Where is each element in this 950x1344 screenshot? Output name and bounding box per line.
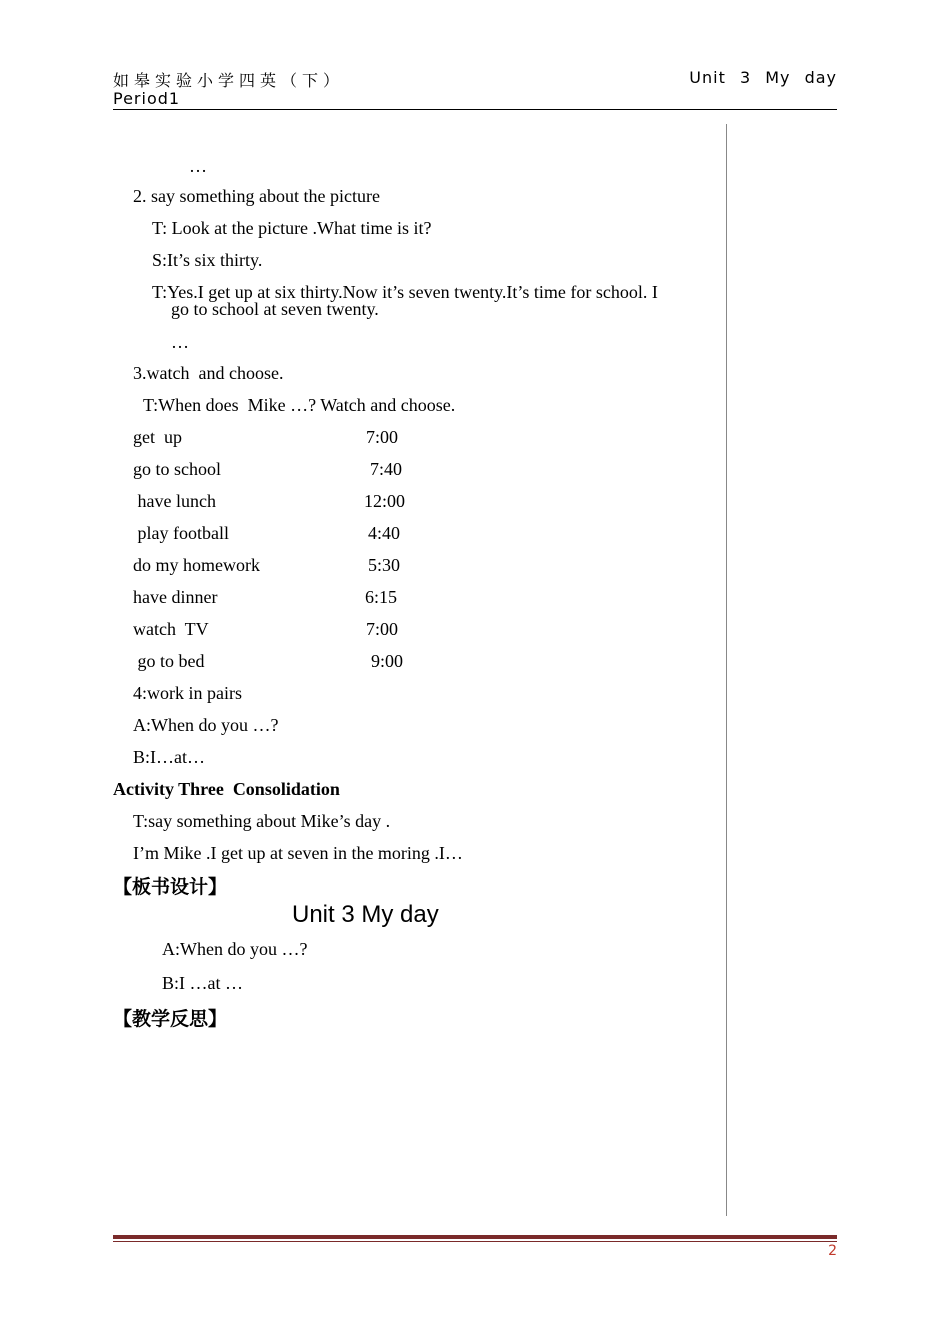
header-unit-title: Unit 3 My day	[689, 68, 837, 87]
schedule-time: 7:40	[370, 459, 403, 479]
dialogue-teacher-1: T: Look at the picture .What time is it?	[152, 218, 432, 238]
schedule-activity: go to school	[133, 459, 221, 479]
header-period: Period1	[113, 89, 181, 108]
schedule-time: 4:40	[368, 523, 401, 543]
schedule-activity: get up	[133, 427, 182, 447]
board-answer: B:I …at …	[162, 973, 243, 993]
dialogue-teacher-2-continued: go to school at seven twenty.	[171, 299, 379, 319]
header-school-title: 如皋实验小学四英（下）	[113, 71, 345, 90]
schedule-activity: play football	[133, 523, 229, 543]
ellipsis: …	[171, 332, 189, 352]
pair-question: A:When do you …?	[133, 715, 279, 735]
step-2-heading: 2. say something about the picture	[133, 186, 380, 206]
pair-answer: B:I…at…	[133, 747, 205, 767]
schedule-activity: have dinner	[133, 587, 218, 607]
board-design-heading: 【板书设计】	[113, 876, 228, 898]
dialogue-teacher-2: T:Yes.I get up at six thirty.Now it’s seven twenty.It’s time for school. I	[152, 282, 658, 302]
dialogue-teacher-3: T:When does Mike …? Watch and choose.	[143, 395, 456, 415]
dialogue-student-1: S:It’s six thirty.	[152, 250, 263, 270]
footer-rule-thin	[113, 1241, 837, 1242]
schedule-activity: do my homework	[133, 555, 260, 575]
schedule-time: 6:15	[365, 587, 398, 607]
footer-rule-thick	[113, 1235, 837, 1239]
board-question: A:When do you …?	[162, 939, 308, 959]
dialogue-teacher-4: T:say something about Mike’s day .	[133, 811, 391, 831]
schedule-activity: have lunch	[133, 491, 216, 511]
mike-sentence: I’m Mike .I get up at seven in the moring .I…	[133, 843, 463, 863]
schedule-time: 5:30	[368, 555, 401, 575]
header-rule	[113, 109, 837, 110]
step-4-heading: 4:work in pairs	[133, 683, 242, 703]
ellipsis: …	[189, 156, 207, 176]
board-title: Unit 3 My day	[292, 901, 439, 928]
activity-three-heading: Activity Three Consolidation	[113, 779, 340, 799]
schedule-activity: go to bed	[133, 651, 205, 671]
schedule-time: 12:00	[364, 491, 406, 511]
schedule-time: 7:00	[366, 427, 399, 447]
schedule-time: 9:00	[371, 651, 404, 671]
teaching-reflection-heading: 【教学反思】	[113, 1008, 228, 1030]
schedule-activity: watch TV	[133, 619, 209, 639]
schedule-time: 7:00	[366, 619, 399, 639]
step-3-heading: 3.watch and choose.	[133, 363, 284, 383]
margin-column-divider	[726, 124, 727, 1216]
page-number: 2	[828, 1243, 837, 1259]
